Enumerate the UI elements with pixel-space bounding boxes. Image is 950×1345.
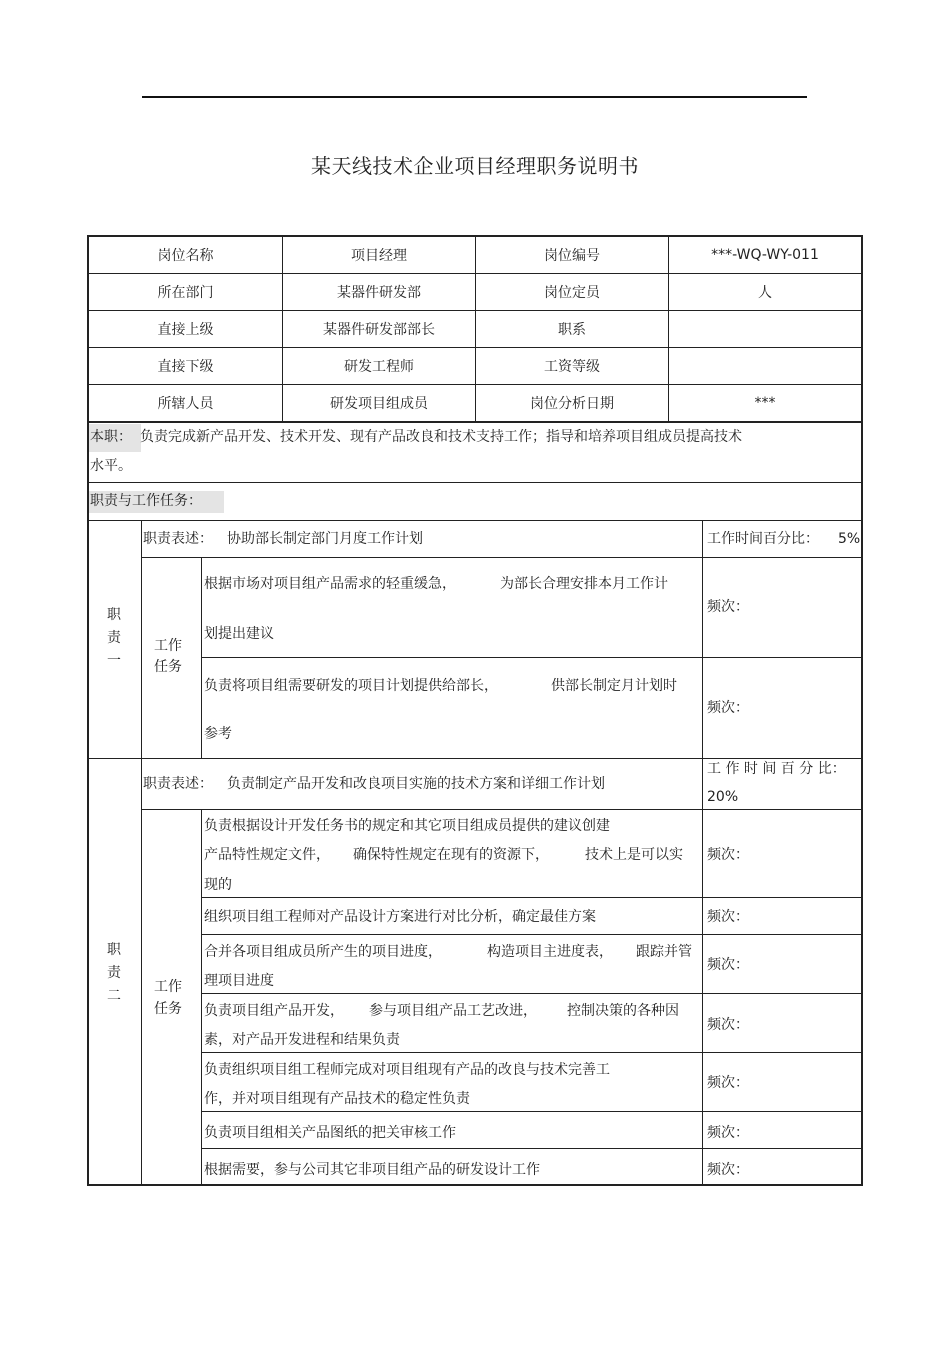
duty2-task1-line2c: 技术上是可以实 [585,847,683,863]
duty-statement-line1: 负责完成新产品开发、技术开发、现有产品改良和技术支持工作；指导和培养项目组成员提高技术 [140,429,742,445]
duty1-task1-line1b: 为部长合理安排本月工作计 [500,576,668,592]
value-headcount: 人 [758,285,772,301]
duty1-task2-line2: 参考 [204,726,232,742]
label-salary-grade: 工资等级 [544,359,600,375]
label-headcount: 岗位定员 [544,285,600,301]
duty2-task4-line1b: 参与项目组产品工艺改进， [369,1003,537,1019]
duty1-task1-freq: 频次： [707,599,749,615]
duty2-task2-freq: 频次： [707,909,749,925]
value-direct-superior: 某器件研发部部长 [323,322,435,338]
value-department: 某器件研发部 [337,285,421,301]
value-analysis-date: *** [754,395,776,411]
duty2-task4-line1a: 负责项目组产品开发， [204,1003,344,1019]
duty2-time-label: 工 作 时 间 百 分 比： [707,761,846,777]
duty2-task6-line1: 负责项目组相关产品图纸的把关审核工作 [204,1125,456,1141]
duty1-desc: 协助部长制定部门月度工作计划 [227,531,423,547]
duty2-task4-freq: 频次： [707,1017,749,1033]
duty1-task1-line1a: 根据市场对项目组产品需求的轻重缓急， [204,576,456,592]
duty1-task-label-line1: 工作 [154,638,182,654]
duty2-task7-line1: 根据需要，参与公司其它非项目组产品的研发设计工作 [204,1162,540,1178]
value-job-family [669,311,861,347]
duty2-task1-line2a: 产品特性规定文件， [204,847,330,863]
value-position-name: 项目经理 [351,248,407,264]
duty2-task6-freq: 频次： [707,1125,749,1141]
duty2-task7-freq: 频次： [707,1162,749,1178]
duty2-task5-freq: 频次： [707,1075,749,1091]
duty2-task4-line2: 素，对产品开发进程和结果负责 [204,1032,400,1048]
label-direct-superior: 直接上级 [157,322,214,338]
label-staff: 所辖人员 [157,396,214,412]
duty2-task4-line1c: 控制决策的各种因 [567,1003,679,1019]
value-staff: 研发项目组成员 [330,396,428,412]
duty2-task1-line1: 负责根据设计开发任务书的规定和其它项目组成员提供的建议创建 [204,818,610,834]
duty2-task2-line1: 组织项目组工程师对产品设计方案进行对比分析，确定最佳方案 [204,909,596,925]
label-analysis-date: 岗位分析日期 [530,396,614,412]
duty1-desc-label: 职责表述： [143,531,213,547]
duty2-task5-line2: 作，并对项目组现有产品技术的稳定性负责 [204,1091,470,1107]
label-job-family: 职系 [558,322,586,338]
responsibilities-header: 职责与工作任务： [90,493,202,509]
table-border-right [861,235,863,1186]
label-direct-subordinate: 直接下级 [157,359,214,375]
duty2-name-char3: 二 [107,988,121,1004]
value-position-code: ***-WQ-WY-011 [711,247,819,263]
duty2-name-char2: 责 [107,965,121,981]
header-rule [142,96,807,98]
duty2-task5-line1: 负责组织项目组工程师完成对项目组现有产品的改良与技术完善工 [204,1062,610,1078]
duty1-task2-line1a: 负责将项目组需要研发的项目计划提供给部长， [204,678,498,694]
duty2-task-label-line1: 工作 [154,979,182,995]
duty2-desc-label: 职责表述： [143,776,213,792]
duty-statement-label: 本职： [90,429,132,445]
duty1-name-char1: 职 [107,607,121,623]
duty1-time-label: 工作时间百分比： [707,531,819,547]
duty2-task1-line2b: 确保特性规定在现有的资源下， [353,847,549,863]
duty2-task3-freq: 频次： [707,957,749,973]
duty2-task3-line2: 理项目进度 [204,973,274,989]
table-border-bottom [88,1184,863,1186]
label-position-code: 岗位编号 [544,248,600,264]
duty1-task2-freq: 频次： [707,700,749,716]
label-position-name: 岗位名称 [157,248,214,264]
duty1-time-value: 5% [838,531,861,547]
duty2-task-label-line2: 任务 [154,1001,182,1017]
duty2-task3-line1b: 构造项目主进度表， [487,944,613,960]
duty1-name-char2: 责 [107,630,121,646]
value-salary-grade [669,348,861,384]
duty2-task3-line1a: 合并各项目组成员所产生的项目进度， [204,944,442,960]
duty2-task3-line1c: 跟踪并管 [636,944,692,960]
duty2-time-value: 20% [707,789,739,805]
duty1-task2-line1b: 供部长制定月计划时 [551,678,677,694]
duty1-task1-line2: 划提出建议 [204,626,274,642]
document-title: 某天线技术企业项目经理职务说明书 [311,154,639,178]
duty1-task-label-line2: 任务 [154,659,182,675]
duty2-name-char1: 职 [107,942,121,958]
duty2-task1-line3: 现的 [204,877,232,893]
duty2-task1-freq: 频次： [707,847,749,863]
duty1-name-char3: 一 [107,653,121,669]
label-department: 所在部门 [157,285,214,301]
value-direct-subordinate: 研发工程师 [344,359,414,375]
duty-statement-line2: 水平。 [90,458,132,474]
duty2-desc: 负责制定产品开发和改良项目实施的技术方案和详细工作计划 [227,776,605,792]
